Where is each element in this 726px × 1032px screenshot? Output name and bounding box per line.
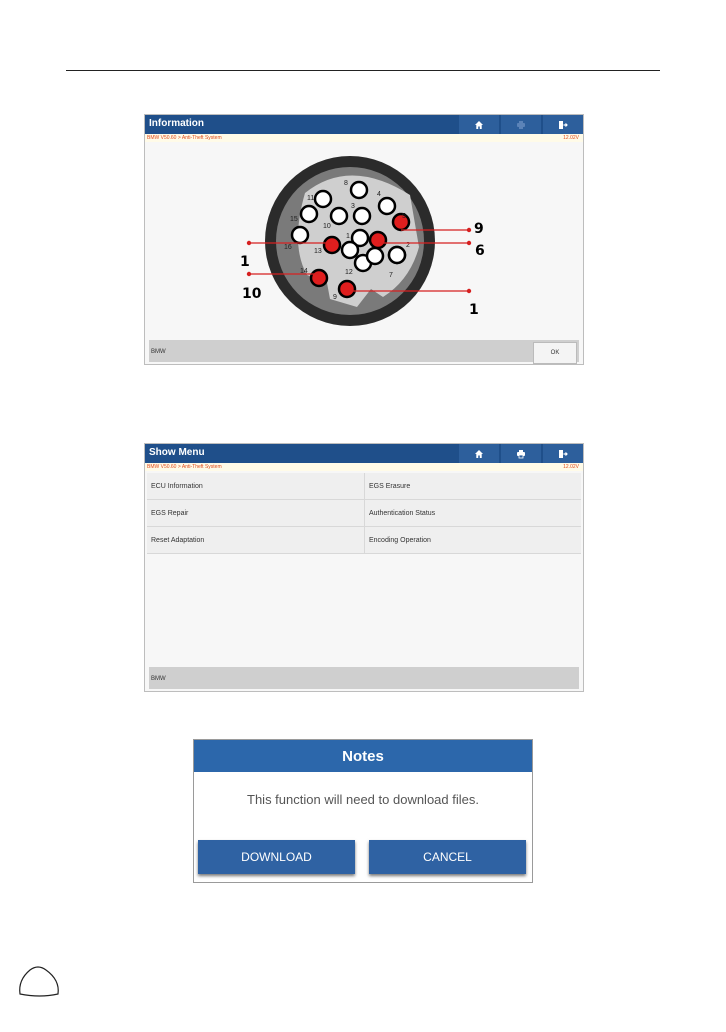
dialog-message: This function will need to download files. [247, 792, 479, 807]
breadcrumb: BMW V50.60 > Anti-Theft System [147, 464, 222, 470]
pin-7 [389, 247, 405, 263]
print-button[interactable] [501, 444, 541, 463]
pin-14 [311, 270, 327, 286]
pin-unlabelled-0 [342, 242, 358, 258]
callout-dot-1 [467, 241, 471, 245]
screen-title: Information [149, 118, 204, 129]
pin-label-3: 3 [351, 203, 355, 210]
cancel-button[interactable]: CANCEL [369, 840, 526, 874]
menu-item-authentication-status[interactable]: Authentication Status [364, 500, 581, 527]
obd-connector-diagram [145, 115, 583, 364]
footer-bar [149, 667, 579, 689]
information-screen [144, 114, 584, 365]
exit-button[interactable] [543, 444, 583, 463]
pin-label-1: 1 [346, 233, 350, 240]
pin-label-16: 16 [284, 244, 292, 251]
menu-item-reset-adaptation[interactable]: Reset Adaptation [147, 527, 364, 554]
pin-label-8: 8 [344, 180, 348, 187]
callout-dot-4 [467, 289, 471, 293]
menu-item-egs-repair[interactable]: EGS Repair [147, 500, 364, 527]
callout-number-1: 6 [475, 243, 485, 259]
pin-3 [354, 208, 370, 224]
pin-11 [315, 191, 331, 207]
notes-dialog [193, 739, 533, 883]
pin-label-5: 5 [402, 213, 406, 220]
pin-label-12: 12 [345, 269, 353, 276]
menu-item-encoding-operation[interactable]: Encoding Operation [364, 527, 581, 554]
title-bar [145, 444, 583, 463]
pin-10 [331, 208, 347, 224]
dialog-title: Notes [194, 740, 532, 772]
print-icon [516, 449, 526, 459]
breadcrumb: BMW V50.60 > Anti-Theft System [147, 135, 222, 141]
show-menu-screen [144, 443, 584, 692]
menu-grid [147, 473, 581, 554]
callout-number-3: 10 [242, 286, 262, 302]
page-corner-mark [16, 962, 64, 1000]
home-button[interactable] [459, 444, 499, 463]
pin-4 [379, 198, 395, 214]
pin-9 [339, 281, 355, 297]
menu-item-ecu-information[interactable]: ECU Information [147, 473, 364, 500]
pin-label-4: 4 [377, 191, 381, 198]
voltage-readout: 12.02V [563, 135, 579, 141]
screen-title: Show Menu [149, 447, 205, 458]
footer-brand: BMW [151, 349, 166, 355]
pin-label-9: 9 [333, 294, 337, 301]
pin-label-15: 15 [290, 216, 298, 223]
footer-brand: BMW [151, 676, 166, 682]
callout-number-4: 1 [469, 302, 479, 318]
pin-unlabelled-1 [367, 248, 383, 264]
pin-label-11: 11 [307, 195, 315, 202]
pin-label-2: 2 [406, 242, 410, 249]
callout-dot-3 [247, 272, 251, 276]
callout-dot-2 [247, 241, 251, 245]
exit-icon [558, 449, 568, 459]
path-bar [145, 463, 583, 471]
pin-16 [292, 227, 308, 243]
pin-label-14: 14 [300, 268, 308, 275]
pin-5 [393, 214, 409, 230]
pin-8 [351, 182, 367, 198]
page-header-rule [66, 70, 660, 71]
download-button[interactable]: DOWNLOAD [198, 840, 355, 874]
footer-bar [149, 340, 579, 362]
pin-label-7: 7 [389, 272, 393, 279]
callout-dot-0 [467, 228, 471, 232]
pin-6 [370, 232, 386, 248]
pin-15 [301, 206, 317, 222]
callout-number-2: 1 [240, 254, 250, 270]
voltage-readout: 12.02V [563, 464, 579, 470]
callout-number-0: 9 [474, 221, 484, 237]
menu-item-egs-erasure[interactable]: EGS Erasure [364, 473, 581, 500]
pin-13 [324, 237, 340, 253]
pin-label-10: 10 [323, 223, 331, 230]
home-icon [474, 449, 484, 459]
pin-label-13: 13 [314, 248, 322, 255]
ok-button[interactable]: OK [533, 342, 577, 364]
